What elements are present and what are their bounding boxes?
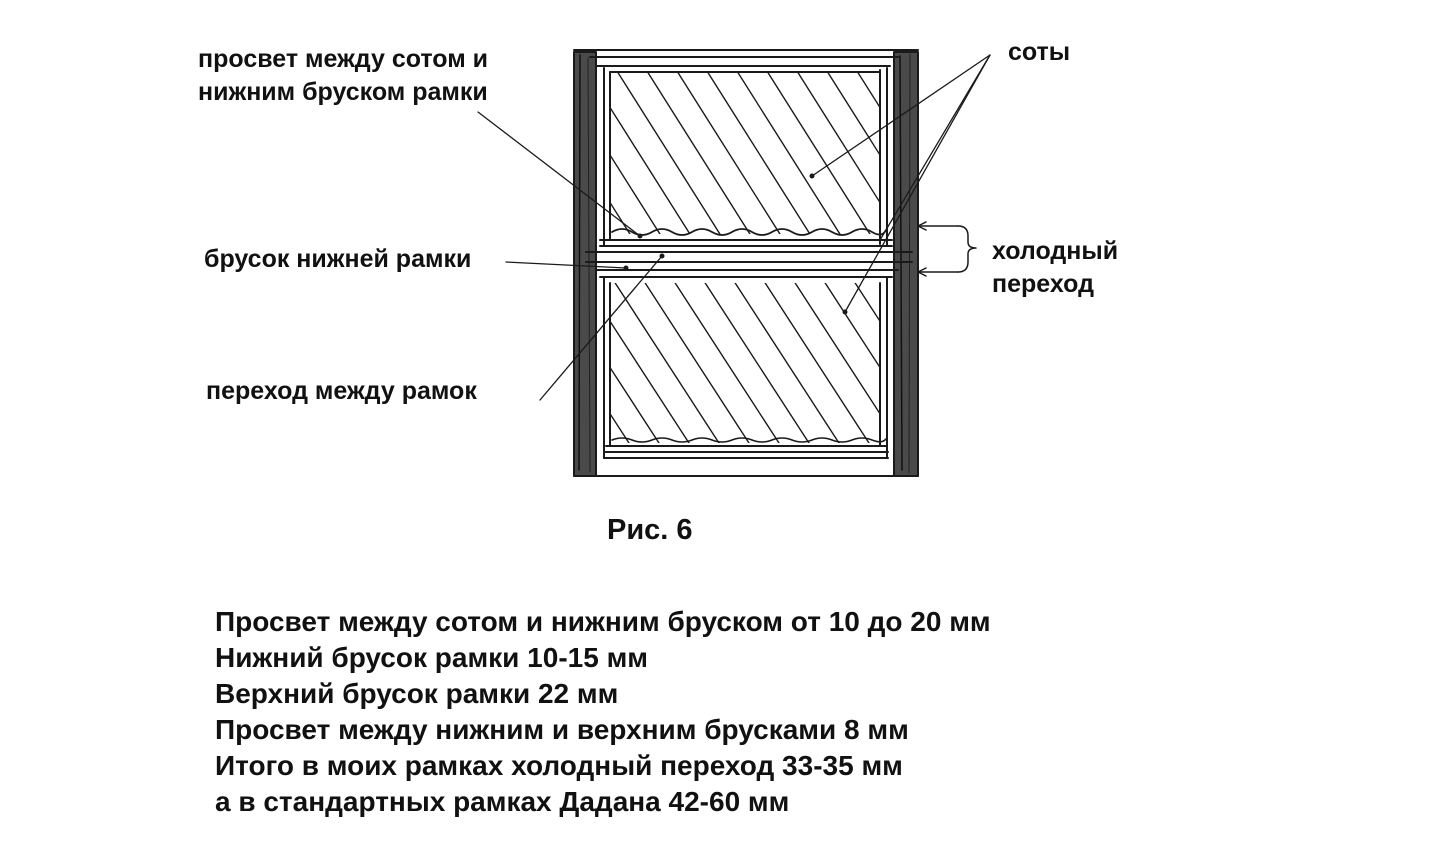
label-frame-passage: переход между рамок — [206, 377, 477, 405]
lower-frame-top-bar — [586, 252, 912, 277]
label-combs: соты — [1008, 38, 1071, 66]
label-gap-comb-bar-line1: просвет между сотом и — [198, 45, 489, 73]
figure-caption: Рис. 6 — [607, 514, 693, 546]
hive-wall-right — [894, 52, 918, 476]
label-gap-comb-bar-line2: нижним бруском рамки — [198, 78, 488, 106]
hive-wall-left — [574, 52, 596, 476]
upper-frame-bottom-bar — [600, 240, 892, 246]
hive-top-bar — [574, 50, 918, 66]
upper-frame — [604, 68, 887, 246]
label-cold-passage — [992, 235, 1118, 301]
note-line: Итого в моих рамках холодный переход 33-35 мм — [215, 750, 903, 781]
note-line: Просвет между сотом и нижним бруском от 10 до 20 мм — [215, 606, 991, 637]
label-gap-comb-bar — [198, 43, 488, 109]
lower-frame — [604, 277, 888, 458]
lower-comb-edge — [612, 438, 886, 442]
note-line: Верхний брусок рамки 22 мм — [215, 678, 619, 709]
note-line: а в стандартных рамках Дадана 42-60 мм — [215, 786, 790, 817]
note-line: Просвет между нижним и верхним брусками 8 мм — [215, 714, 909, 745]
label-cold-passage-line1: холодный — [992, 237, 1119, 265]
cold-passage-brace — [918, 222, 976, 276]
leader-dots — [624, 174, 848, 315]
label-lower-frame-bar: брусок нижней рамки — [204, 245, 472, 273]
note-line: Нижний брусок рамки 10-15 мм — [215, 642, 648, 673]
notes-block — [215, 604, 991, 820]
label-cold-passage-line2: переход — [992, 270, 1094, 298]
